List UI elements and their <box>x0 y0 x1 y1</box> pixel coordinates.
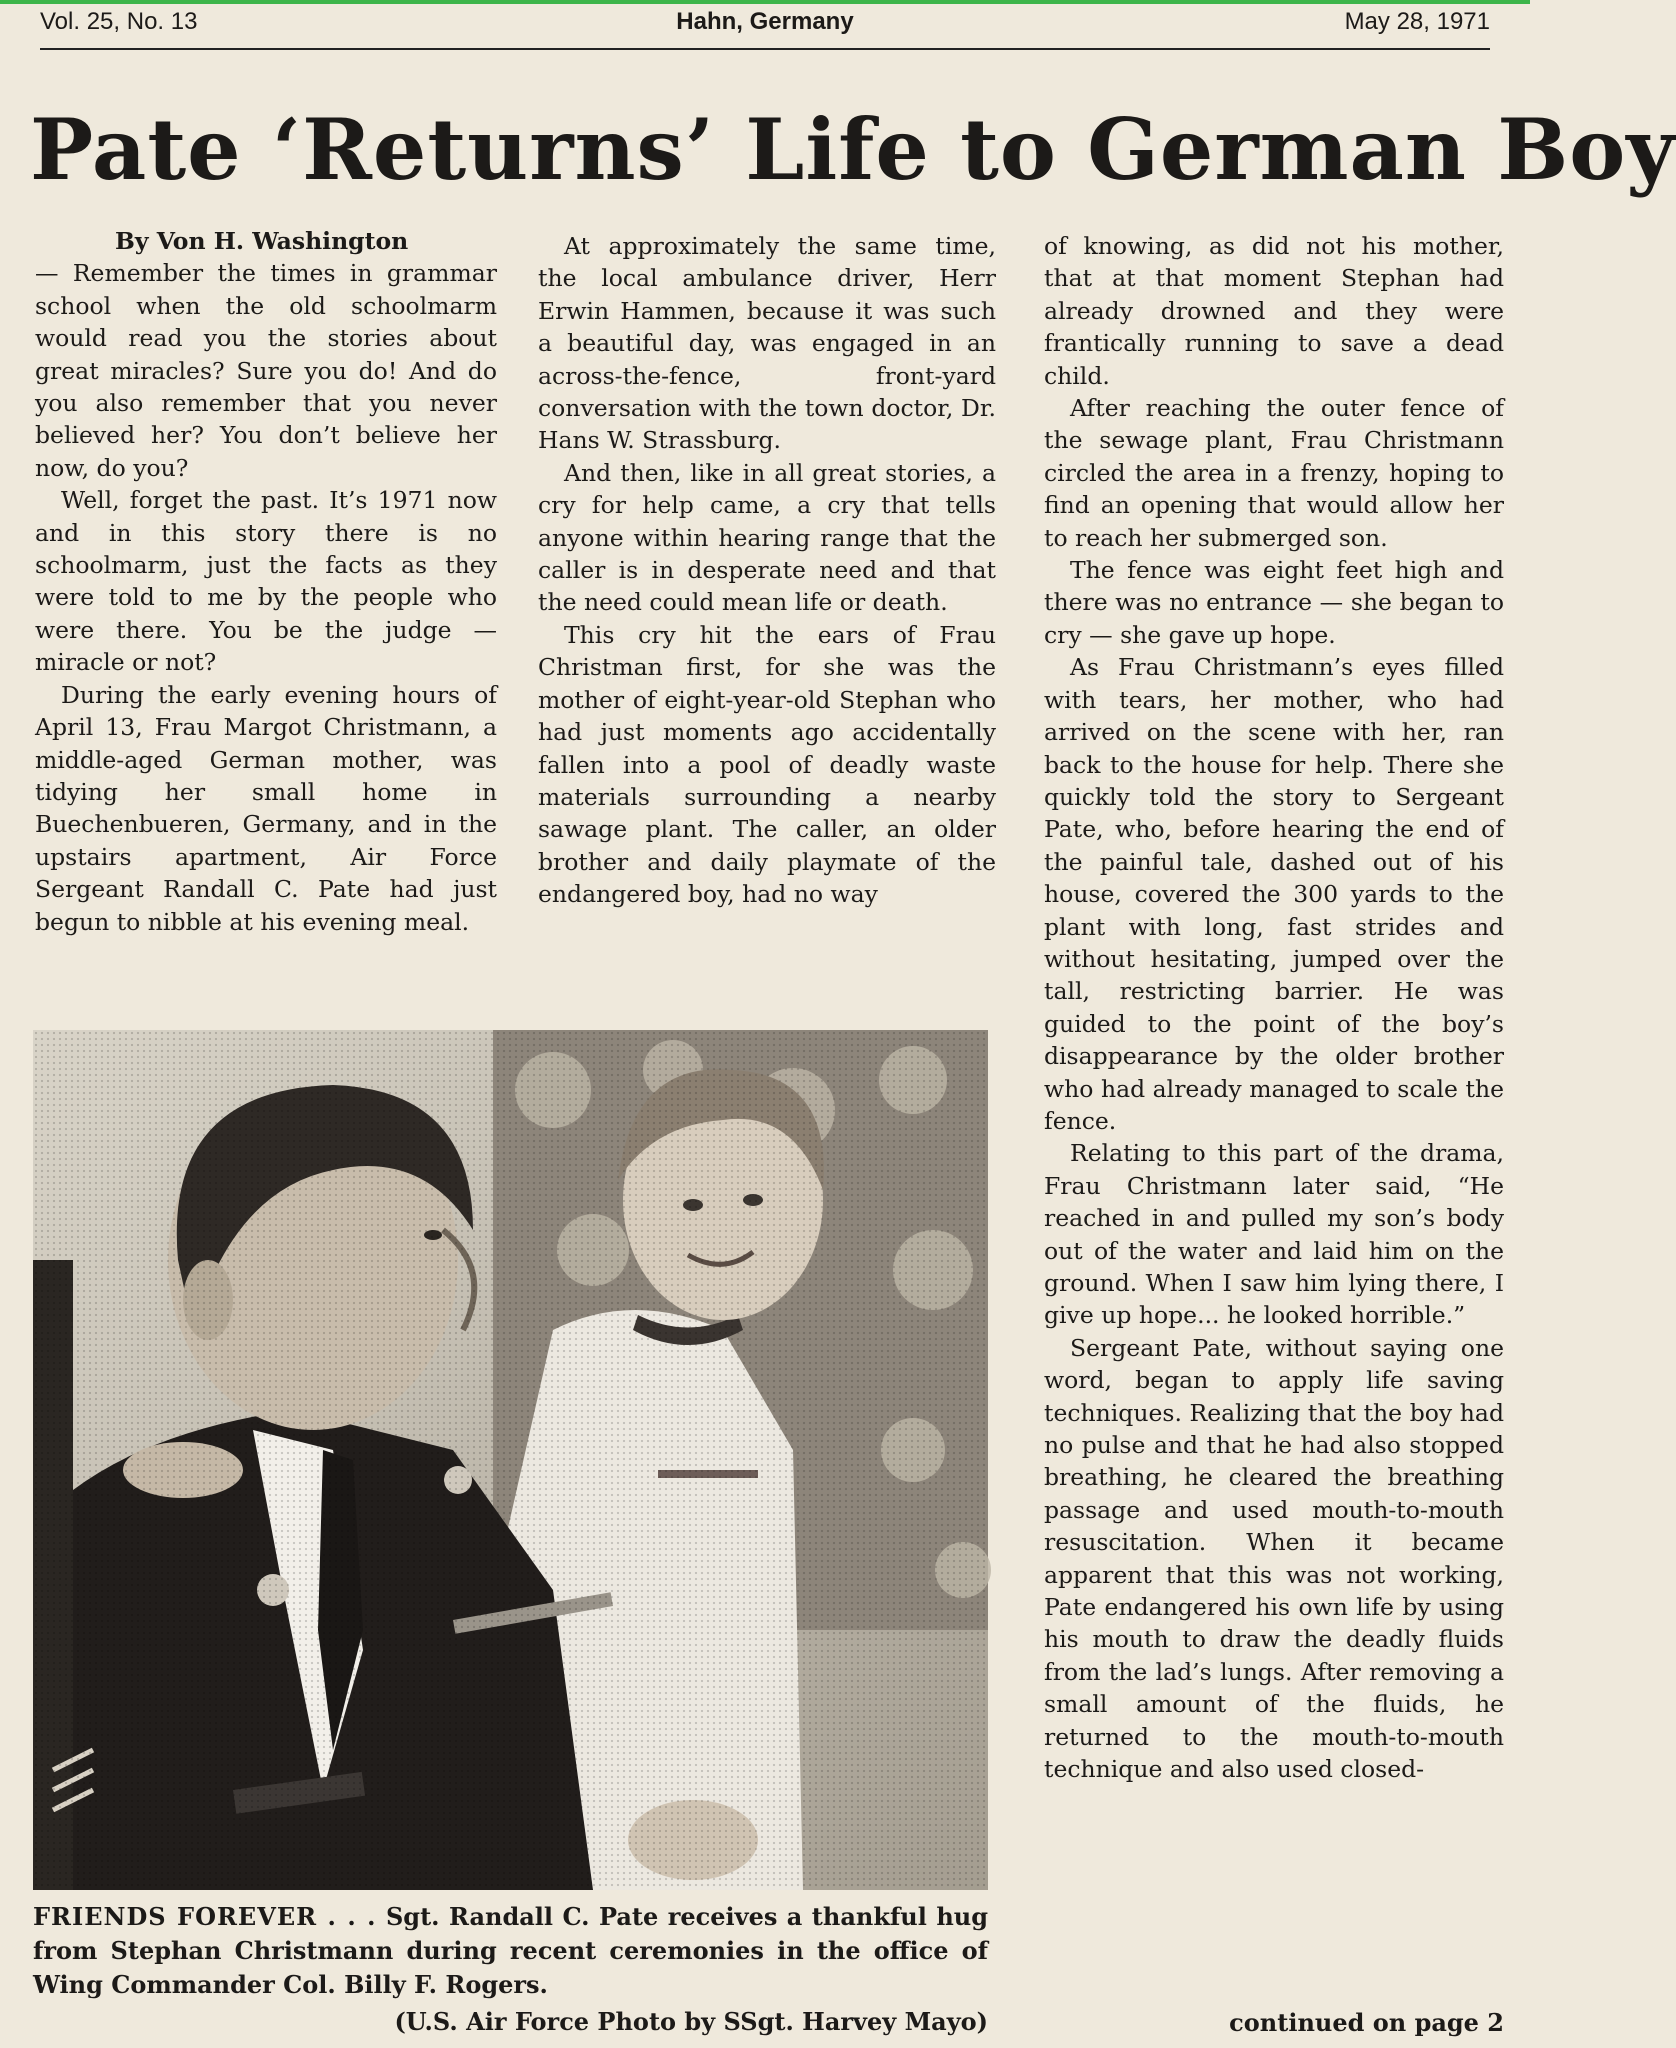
news-photo <box>33 1030 988 1890</box>
photo-caption <box>33 1900 988 2002</box>
paragraph: During the early evening hours of April 13, Frau Margot Christmann, a middle-aged German mother, was tidying her small home in Buechenbueren, Germany, and in the upstairs apartment, Air Force Sergeant Randall C. Pate had just begun to nibble at his evening meal. <box>35 680 497 936</box>
byline: By Von H. Washington <box>115 227 409 255</box>
photo-illustration <box>33 1030 988 1890</box>
masthead <box>40 8 1490 48</box>
paragraph: At approximately the same time, the local ambulance driver, Herr Erwin Hammen, because it was such a beautiful day, was engaged in an across-the-fence, front-yard conversation with the town doctor, Dr. Hans W. Strassburg. <box>538 232 996 455</box>
paragraph: of knowing, as did not his mother, that at that moment Stephan had already drowned and they were frantically running to save a dead child. <box>1044 232 1504 390</box>
masthead-rule <box>40 48 1490 50</box>
issue-date: May 28, 1971 <box>1344 8 1490 35</box>
paragraph: Sergeant Pate, without saying one word, began to apply life saving techniques. Realizing that the boy had no pulse and that he had also stopped breathing, he cleared the breathing passage and used mouth-to-mouth resuscitation. When it became apparent that this was not working, Pate endangered his own life by using his mouth to draw the deadly fluids from the lad’s lungs. After removing a small amount of the fluids, he returned to the mouth-to-mouth technique and also used closed- <box>1044 1333 1504 1784</box>
paragraph: And then, like in all great stories, a cry for help came, a cry that tells anyone within hearing range that the caller is in desperate need and that the need could mean life or death. <box>538 458 996 617</box>
photo-credit: (U.S. Air Force Photo by SSgt. Harvey Mayo) <box>394 2007 988 2036</box>
paragraph: The fence was eight feet high and there was no entrance — she began to cry — she gave up hope. <box>1044 556 1504 649</box>
paragraph: This cry hit the ears of Frau Christman first, for she was the mother of eight-year-old Stephan who had just moments ago accidentally fallen into a pool of deadly waste materials surrounding a nearby sawage plant. The caller, an older brother and daily playmate of the endangered boy, had no way <box>538 620 996 909</box>
paragraph: Well, forget the past. It’s 1971 now and in this story there is no schoolmarm, just the facts as they were told to me by the people who were there. You be the judge — miracle or not? <box>35 486 497 677</box>
caption-lead: FRIENDS FOREVER . . . <box>33 1902 377 1931</box>
article-column-2 <box>538 230 996 911</box>
green-edge-strip <box>0 0 1530 4</box>
caption-text: Sgt. Randall C. Pate receives a thankful hug from Stephan Christmann during recent ceremonies in the office of Wing Commander Col. Billy F. Rogers. <box>33 1902 988 1999</box>
dateline-location: Hahn, Germany <box>676 8 854 35</box>
article-column-1 <box>35 225 497 938</box>
headline: Pate ‘Returns’ Life to German Boy <box>30 100 1676 199</box>
article-column-3 <box>1044 230 1504 1786</box>
volume-number: Vol. 25, No. 13 <box>40 8 198 35</box>
paragraph: After reaching the outer fence of the sewage plant, Frau Christmann circled the area in a frenzy, hoping to find an opening that would allow her to reach her submerged son. <box>1044 394 1504 552</box>
paragraph: As Frau Christmann’s eyes filled with tears, her mother, who had arrived on the scene with her, ran back to the house for help. There she quickly told the story to Sergeant Pate, who, before hearing the end of the painful tale, dashed out of his house, covered the 300 yards to the plant with long, fast strides and without hesitating, jumped over the tall, restricting barrier. He was guided to the point of the boy’s disappearance by the older brother who had already managed to scale the fence. <box>1044 653 1504 1135</box>
paragraph: — Remember the times in grammar school when the old schoolmarm would read you the stories about great miracles? Sure you do! And do you also remember that you never believed her? You don’t believe her now, do you? <box>35 259 497 482</box>
paragraph: Relating to this part of the drama, Frau Christmann later said, “He reached in and pulled my son’s body out of the water and laid him on the ground. When I saw him lying there, I give up hope... he looked horrible.” <box>1044 1139 1504 1330</box>
continued-note: continued on page 2 <box>1229 2008 1504 2037</box>
